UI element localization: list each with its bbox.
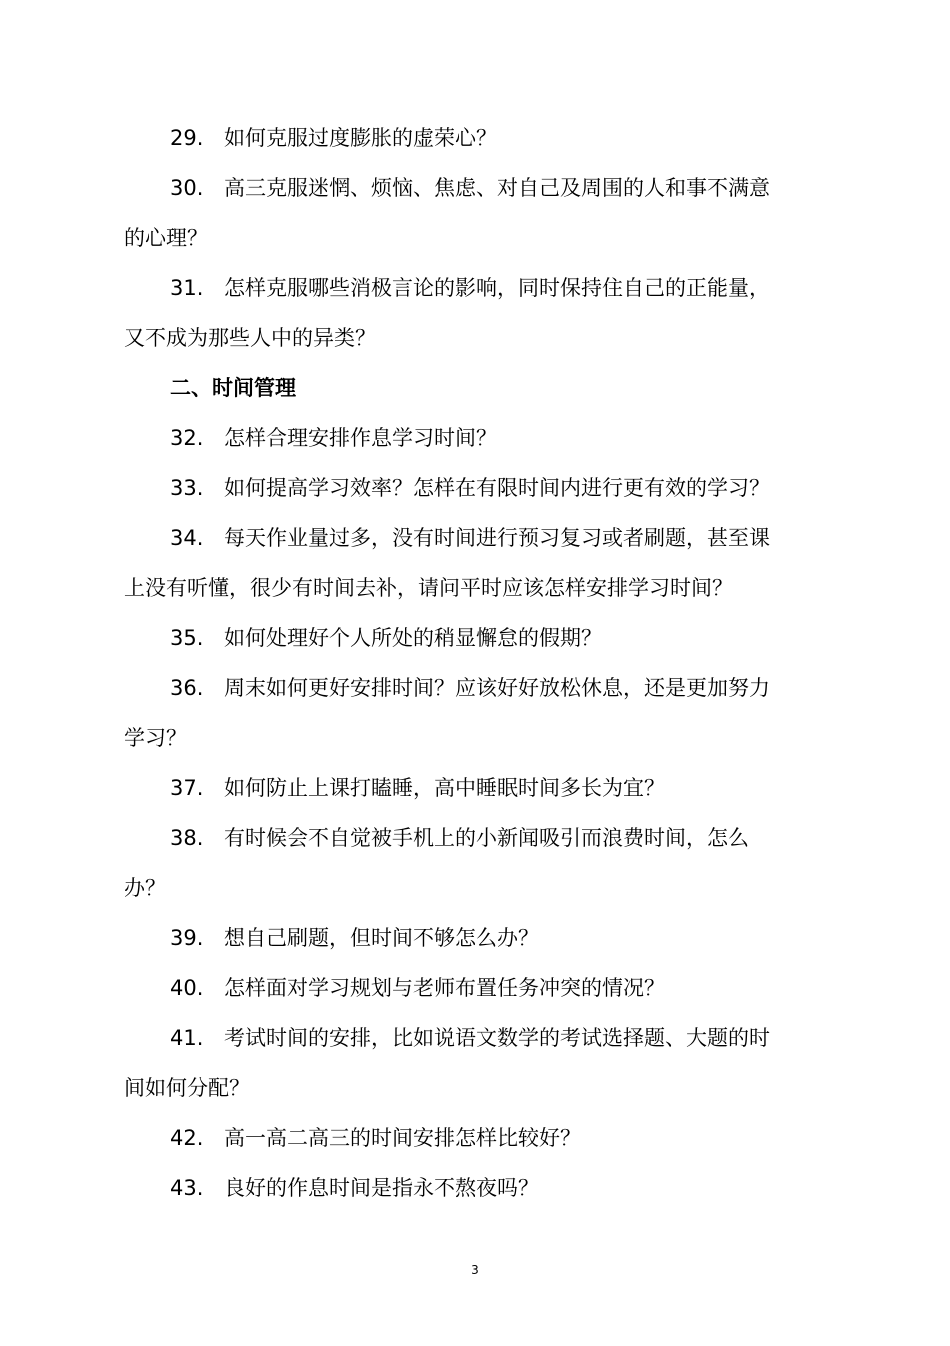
list-item-continuation: 的心理？ [124, 226, 208, 250]
list-item [124, 1013, 836, 1063]
list-item [124, 763, 836, 813]
item-number: 40. [170, 976, 204, 1000]
list-item [124, 1163, 836, 1213]
item-number: 39. [170, 926, 204, 950]
item-text: 高三克服迷惘、烦恼、焦虑、对自己及周围的人和事不满意 [224, 176, 770, 200]
item-number: 41. [170, 1026, 204, 1050]
item-number: 32. [170, 426, 204, 450]
list-item-continuation: 上没有听懂，很少有时间去补，请问平时应该怎样安排学习时间？ [124, 576, 733, 600]
item-text: 每天作业量过多，没有时间进行预习复习或者刷题，甚至课 [224, 526, 770, 550]
list-item [124, 263, 836, 313]
item-number: 33. [170, 476, 204, 500]
list-item-continuation: 学习？ [124, 726, 187, 750]
item-number: 37. [170, 776, 204, 800]
item-text: 有时候会不自觉被手机上的小新闻吸引而浪费时间，怎么 [224, 826, 749, 850]
list-item [124, 963, 836, 1013]
item-text: 如何克服过度膨胀的虚荣心？ [224, 126, 497, 150]
item-number: 35. [170, 626, 204, 650]
list-item [124, 663, 836, 713]
page-number: 3 [471, 1263, 479, 1277]
item-text: 高一高二高三的时间安排怎样比较好？ [224, 1126, 581, 1150]
list-item [124, 413, 836, 463]
list-item [124, 463, 836, 513]
item-text: 想自己刷题，但时间不够怎么办？ [224, 926, 539, 950]
item-text: 怎样合理安排作息学习时间？ [224, 426, 497, 450]
item-text: 考试时间的安排，比如说语文数学的考试选择题、大题的时 [224, 1026, 770, 1050]
list-item [124, 813, 836, 863]
list-item [124, 113, 836, 163]
list-item-continuation: 又不成为那些人中的异类？ [124, 326, 376, 350]
section-heading: 二、时间管理 [170, 376, 296, 400]
item-number: 30. [170, 176, 204, 200]
item-number: 36. [170, 676, 204, 700]
item-text: 周末如何更好安排时间？应该好好放松休息，还是更加努力 [224, 676, 770, 700]
item-text: 如何防止上课打瞌睡，高中睡眠时间多长为宜？ [224, 776, 665, 800]
list-item [124, 913, 836, 963]
item-number: 38. [170, 826, 204, 850]
item-text: 如何处理好个人所处的稍显懈怠的假期？ [224, 626, 602, 650]
item-text: 如何提高学习效率？怎样在有限时间内进行更有效的学习？ [224, 476, 770, 500]
item-number: 43. [170, 1176, 204, 1200]
item-number: 42. [170, 1126, 204, 1150]
list-item [124, 613, 836, 663]
list-item [124, 1113, 836, 1163]
item-number: 31. [170, 276, 204, 300]
item-number: 29. [170, 126, 204, 150]
item-text: 怎样克服哪些消极言论的影响，同时保持住自己的正能量， [224, 276, 770, 300]
list-item-continuation: 间如何分配？ [124, 1076, 250, 1100]
list-item [124, 513, 836, 563]
list-item-continuation: 办？ [124, 876, 166, 900]
list-item [124, 163, 836, 213]
item-text: 怎样面对学习规划与老师布置任务冲突的情况？ [224, 976, 665, 1000]
item-text: 良好的作息时间是指永不熬夜吗？ [224, 1176, 539, 1200]
question-list [124, 113, 836, 1213]
item-number: 34. [170, 526, 204, 550]
